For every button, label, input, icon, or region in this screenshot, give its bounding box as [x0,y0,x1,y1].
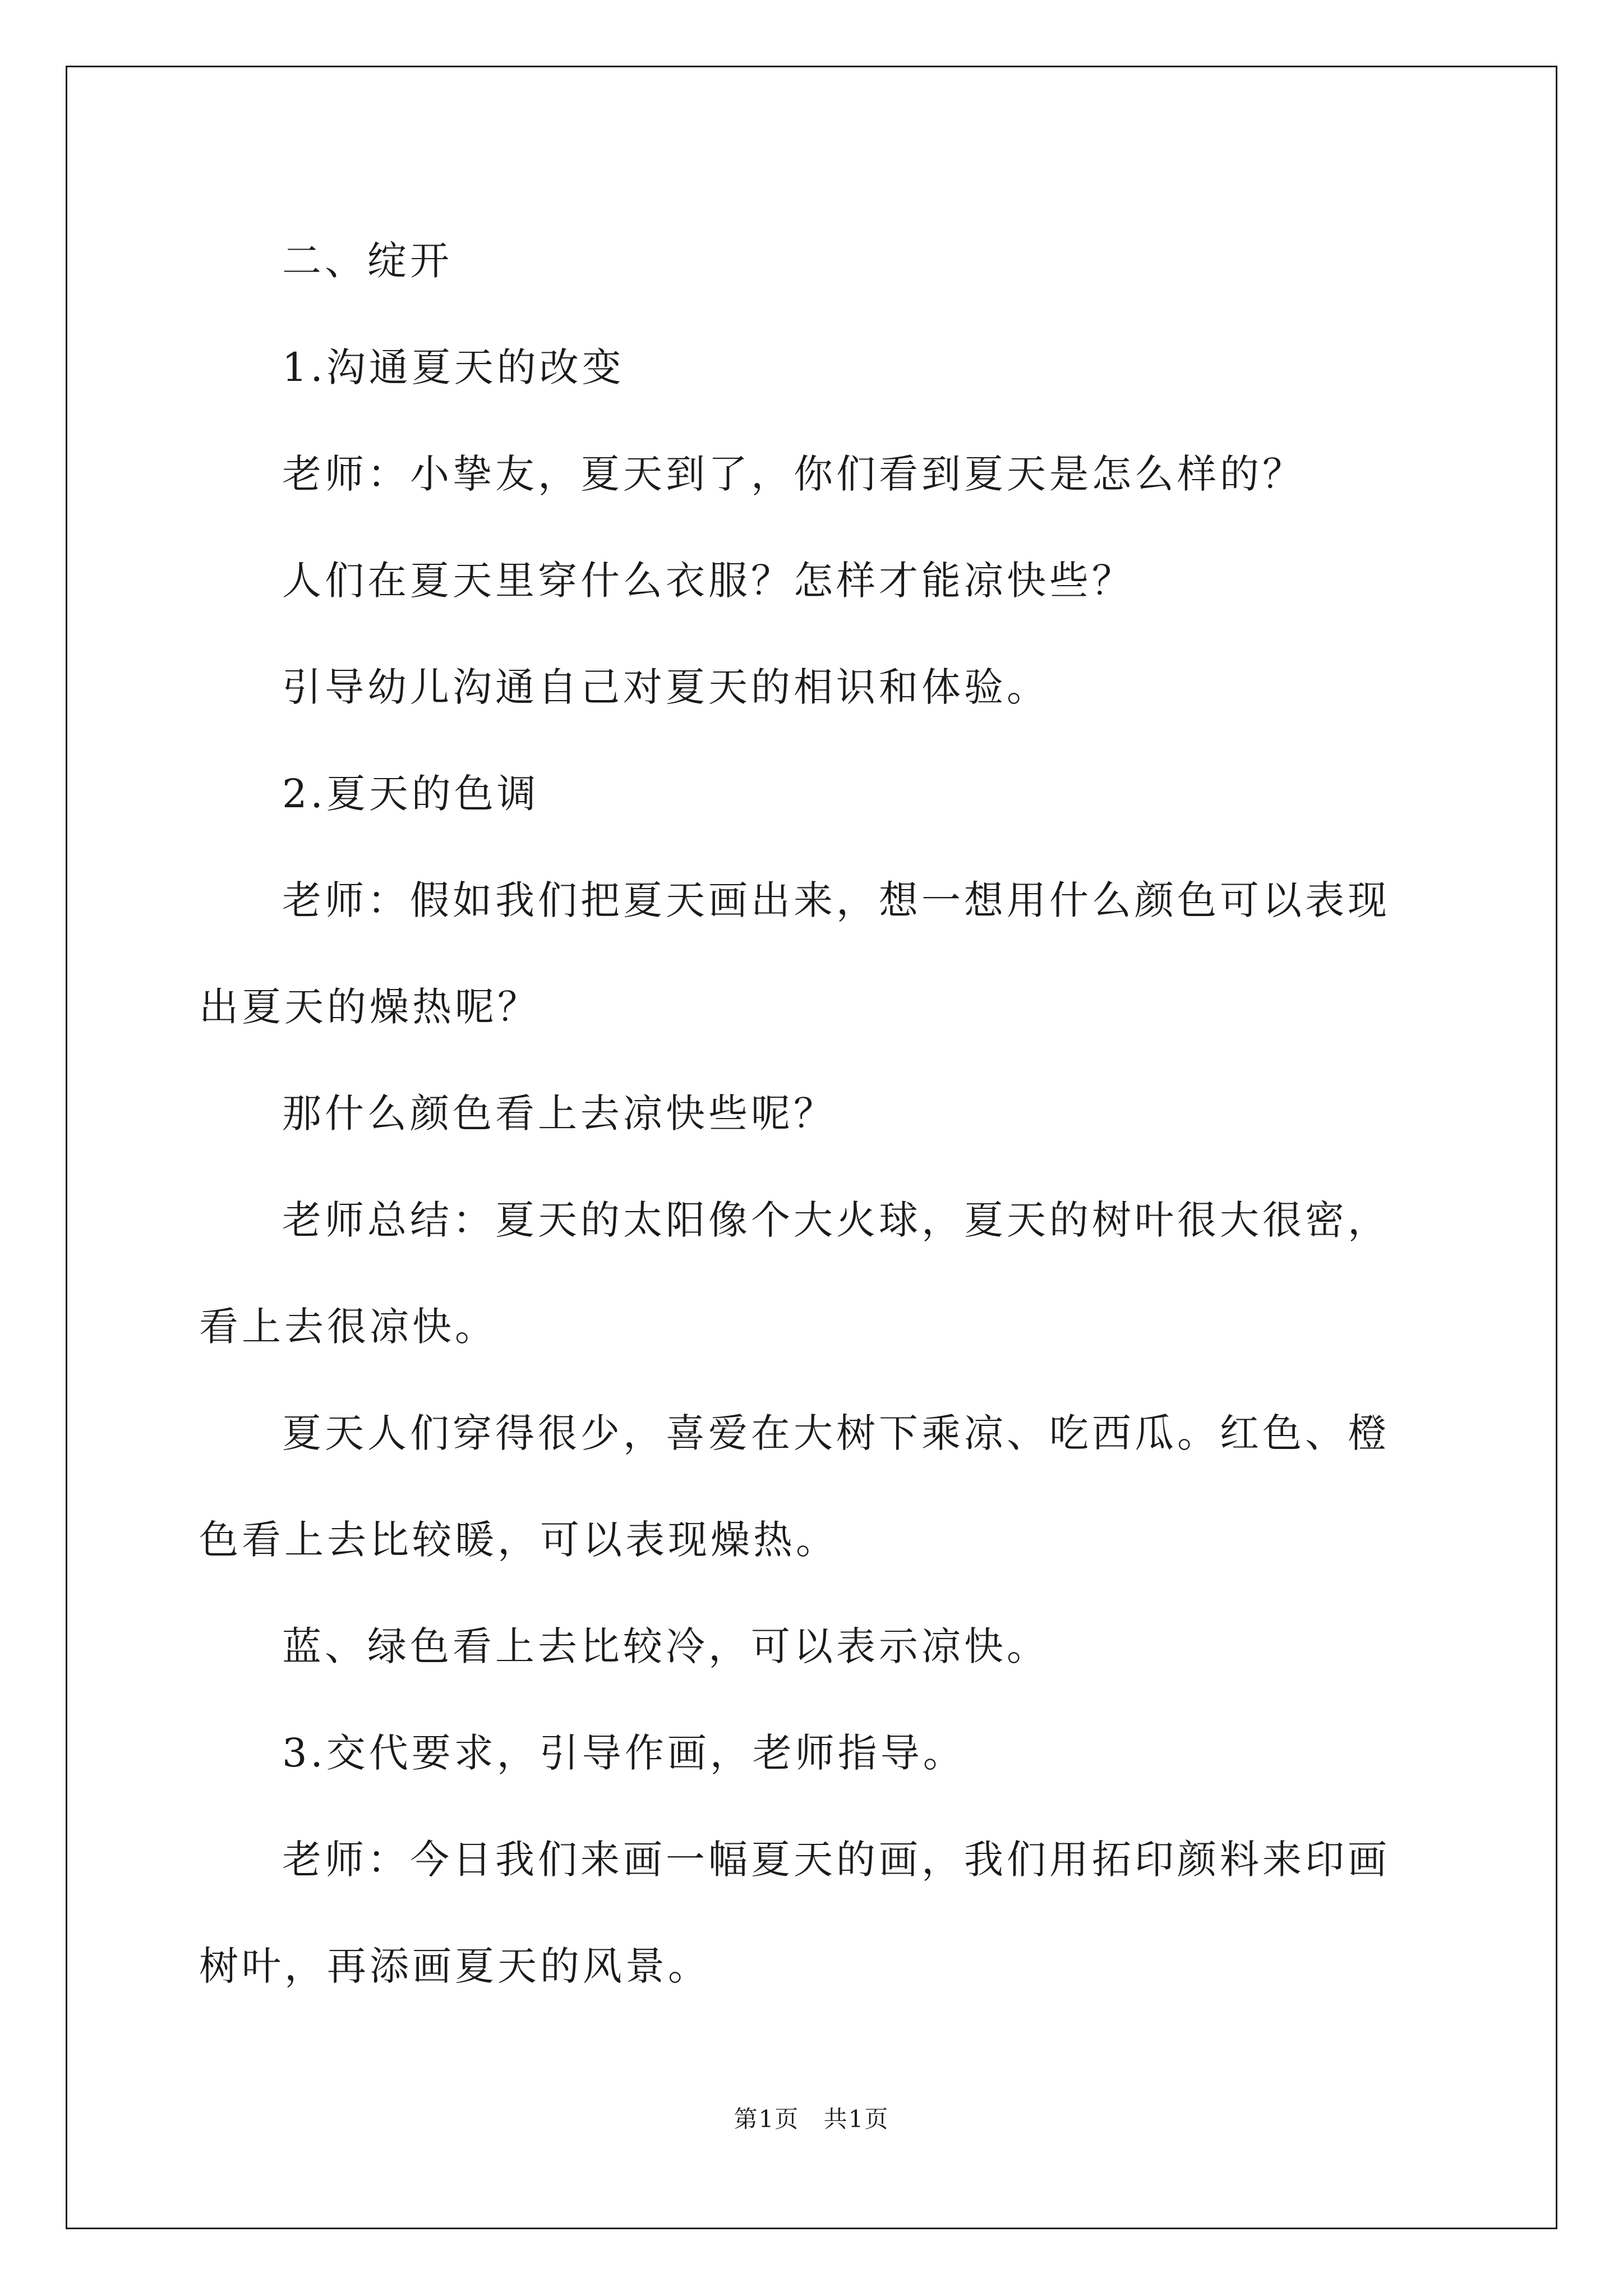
paragraph: 蓝、绿色看上去比较冷，可以表示凉快。 [282,1623,1049,1669]
section-heading: 二、绽开 [282,238,453,284]
paragraph: 夏天人们穿得很少，喜爱在大树下乘凉、吃西瓜。红色、橙色看上去比较暖，可以表现燥热。 [199,1410,1390,1563]
page-footer [0,2101,1623,2134]
page-number-current: 第1页 [734,2105,800,2133]
paragraph: 老师：假如我们把夏天画出来，想一想用什么颜色可以表现出夏天的燥热呢？ [199,877,1390,1030]
paragraph: 老师总结：夏天的太阳像个大火球，夏天的树叶很大很密，看上去很凉快。 [199,1197,1390,1350]
subsection-heading: 2.夏天的色调 [282,771,540,817]
paragraph: 人们在夏天里穿什么衣服？怎样才能凉快些？ [282,558,1135,604]
paragraph: 老师：小挚友，夏天到了，你们看到夏天是怎么样的？ [282,451,1305,497]
page-number-total: 共1页 [823,2105,889,2133]
paragraph: 老师：今日我们来画一幅夏天的画，我们用拓印颜料来印画树叶，再添画夏天的风景。 [199,1837,1390,1989]
document-body [199,208,1427,2019]
subsection-heading: 1.沟通夏天的改变 [282,344,625,390]
paragraph: 那什么颜色看上去凉快些呢？ [282,1091,836,1137]
paragraph: 引导幼儿沟通自己对夏天的相识和体验。 [282,664,1049,710]
subsection-heading: 3.交代要求，引导作画，老师指导。 [282,1730,966,1776]
